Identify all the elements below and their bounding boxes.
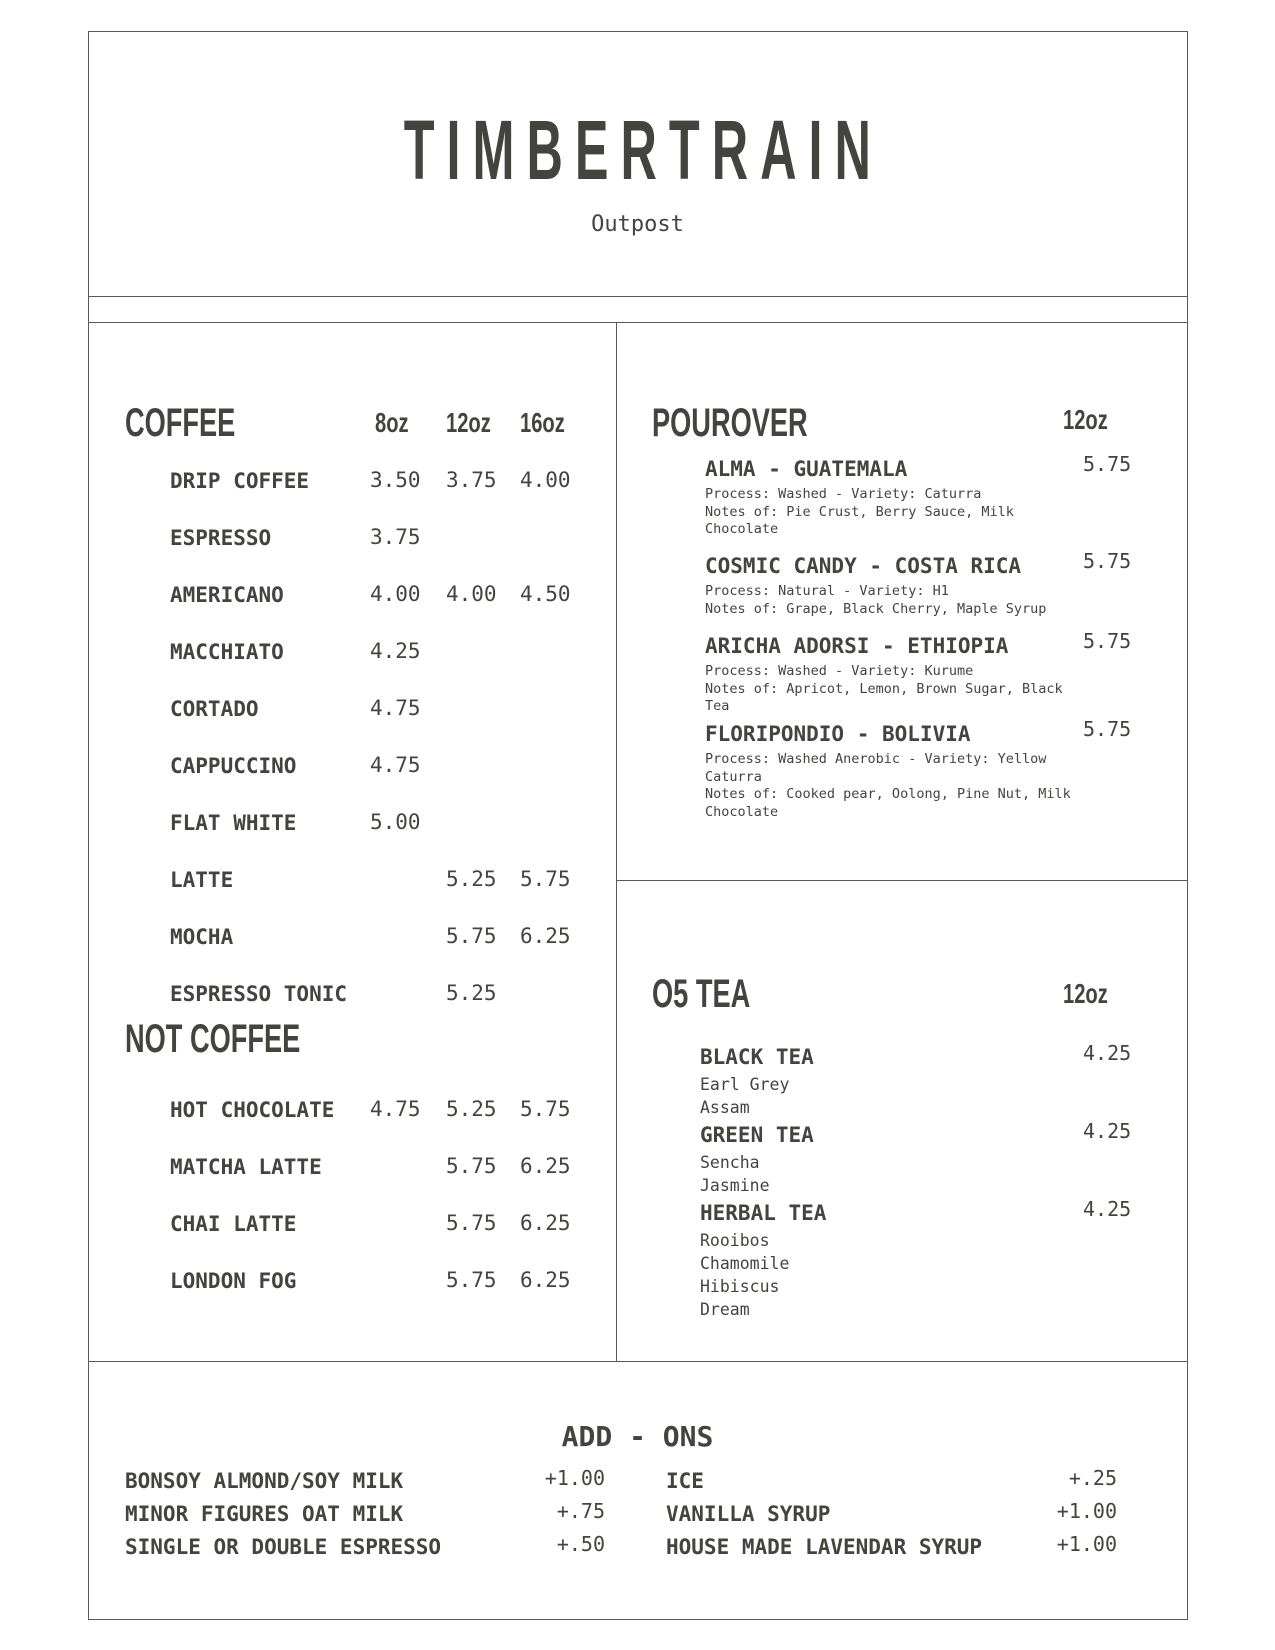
price-12oz: 5.75 <box>446 1268 497 1292</box>
menu-item-name: FLAT WHITE <box>170 811 297 835</box>
header-divider-lower <box>88 322 1188 323</box>
price-12oz: 5.25 <box>446 1097 497 1121</box>
header-divider <box>88 296 1188 297</box>
addon-name: HOUSE MADE LAVENDAR SYRUP <box>666 1535 983 1559</box>
price-12oz: 3.75 <box>446 468 497 492</box>
menu-item-name: DRIP COFFEE <box>170 469 310 493</box>
right-column-divider <box>616 880 1188 881</box>
menu-item-name: HOT CHOCOLATE <box>170 1098 335 1122</box>
tea-price: 4.25 <box>1083 1119 1132 1143</box>
addon-price: +1.00 <box>1056 1499 1117 1523</box>
price-16oz: 6.25 <box>520 1154 571 1178</box>
price-8oz: 4.00 <box>370 582 421 606</box>
addon-price: +.75 <box>556 1499 605 1523</box>
menu-item-name: CAPPUCCINO <box>170 754 297 778</box>
price-12oz: 5.75 <box>446 924 497 948</box>
menu-item-name: AMERICANO <box>170 583 284 607</box>
price-12oz: 5.75 <box>446 1154 497 1178</box>
price-8oz: 4.25 <box>370 639 421 663</box>
price-16oz: 4.50 <box>520 582 571 606</box>
pourover-name: ALMA - GUATEMALA <box>705 457 908 481</box>
pourover-price: 5.75 <box>1083 549 1132 573</box>
menu-item-name: CORTADO <box>170 697 259 721</box>
price-16oz: 4.00 <box>520 468 571 492</box>
price-8oz: 3.75 <box>370 525 421 549</box>
price-8oz: 5.00 <box>370 810 421 834</box>
menu-item-name: MACCHIATO <box>170 640 284 664</box>
addon-price: +.50 <box>556 1532 605 1556</box>
price-12oz: 5.75 <box>446 1211 497 1235</box>
price-16oz: 6.25 <box>520 1268 571 1292</box>
pourover-price: 5.75 <box>1083 629 1132 653</box>
size-header-12oz: 12oz <box>446 407 491 438</box>
pourover-description: Notes of: Grape, Black Cherry, Maple Syrup <box>705 600 1047 617</box>
price-16oz: 5.75 <box>520 1097 571 1121</box>
coffee-heading: COFFEE <box>125 401 236 445</box>
tea-name: HERBAL TEA <box>700 1201 827 1225</box>
pourover-price: 5.75 <box>1083 717 1132 741</box>
menu-item-name: CHAI LATTE <box>170 1212 297 1236</box>
pourover-description: Process: Natural - Variety: H1 <box>705 583 949 599</box>
menu-item-name: ESPRESSO <box>170 526 272 550</box>
size-header-8oz: 8oz <box>375 407 409 438</box>
tea-price: 4.25 <box>1083 1197 1132 1221</box>
price-8oz: 3.50 <box>370 468 421 492</box>
price-12oz: 5.25 <box>446 867 497 891</box>
price-12oz: 4.00 <box>446 582 497 606</box>
price-8oz: 4.75 <box>370 753 421 777</box>
tea-heading: O5 TEA <box>652 972 751 1016</box>
tea-size-header: 12oz <box>1063 978 1108 1009</box>
tea-option: Assam <box>700 1098 750 1117</box>
tea-option: Hibiscus <box>700 1277 780 1296</box>
menu-item-name: MATCHA LATTE <box>170 1155 322 1179</box>
addon-name: SINGLE OR DOUBLE ESPRESSO <box>125 1535 442 1559</box>
pourover-description: Process: Washed - Variety: Kurume <box>705 663 974 679</box>
addon-name: ICE <box>666 1469 704 1493</box>
pourover-price: 5.75 <box>1083 452 1132 476</box>
addon-price: +1.00 <box>544 1466 605 1490</box>
pourover-description: Notes of: Cooked pear, Oolong, Pine Nut, Milk Chocolate <box>705 786 1071 820</box>
addon-name: MINOR FIGURES OAT MILK <box>125 1502 404 1526</box>
addons-heading: ADD - ONS <box>561 1420 714 1453</box>
price-16oz: 6.25 <box>520 924 571 948</box>
price-8oz: 4.75 <box>370 696 421 720</box>
tea-option: Rooibos <box>700 1231 770 1250</box>
column-divider <box>616 322 617 1361</box>
brand-subtitle: Outpost <box>591 212 684 237</box>
pourover-heading: POUROVER <box>652 401 808 445</box>
tea-option: Dream <box>700 1300 750 1319</box>
tea-option: Earl Grey <box>700 1075 790 1094</box>
menu-item-name: ESPRESSO TONIC <box>170 982 348 1006</box>
pourover-name: COSMIC CANDY - COSTA RICA <box>705 554 1022 578</box>
pourover-size-header: 12oz <box>1063 404 1108 435</box>
addon-price: +1.00 <box>1056 1532 1117 1556</box>
not-coffee-heading: NOT COFFEE <box>125 1017 301 1061</box>
addon-price: +.25 <box>1068 1466 1117 1490</box>
tea-name: BLACK TEA <box>700 1045 814 1069</box>
tea-price: 4.25 <box>1083 1041 1132 1065</box>
addon-name: BONSOY ALMOND/SOY MILK <box>125 1469 404 1493</box>
menu-item-name: LATTE <box>170 868 234 892</box>
price-8oz: 4.75 <box>370 1097 421 1121</box>
price-12oz: 5.25 <box>446 981 497 1005</box>
pourover-name: ARICHA ADORSI - ETHIOPIA <box>705 634 1009 658</box>
tea-option: Chamomile <box>700 1254 790 1273</box>
menu-item-name: LONDON FOG <box>170 1269 297 1293</box>
tea-name: GREEN TEA <box>700 1123 814 1147</box>
size-header-16oz: 16oz <box>520 407 565 438</box>
price-16oz: 5.75 <box>520 867 571 891</box>
tea-option: Jasmine <box>700 1176 770 1195</box>
pourover-description: Notes of: Pie Crust, Berry Sauce, Milk Chocolate <box>705 503 1014 537</box>
addons-divider <box>88 1361 1188 1362</box>
price-16oz: 6.25 <box>520 1211 571 1235</box>
brand-title: TIMBERTRAIN <box>403 103 884 197</box>
pourover-description: Notes of: Apricot, Lemon, Brown Sugar, Black Tea <box>705 680 1063 714</box>
pourover-description: Process: Washed Anerobic - Variety: Yellow Caturra <box>705 751 1047 785</box>
tea-option: Sencha <box>700 1153 760 1172</box>
pourover-name: FLORIPONDIO - BOLIVIA <box>705 722 971 746</box>
pourover-description: Process: Washed - Variety: Caturra <box>705 486 982 502</box>
menu-item-name: MOCHA <box>170 925 234 949</box>
addon-name: VANILLA SYRUP <box>666 1502 831 1526</box>
